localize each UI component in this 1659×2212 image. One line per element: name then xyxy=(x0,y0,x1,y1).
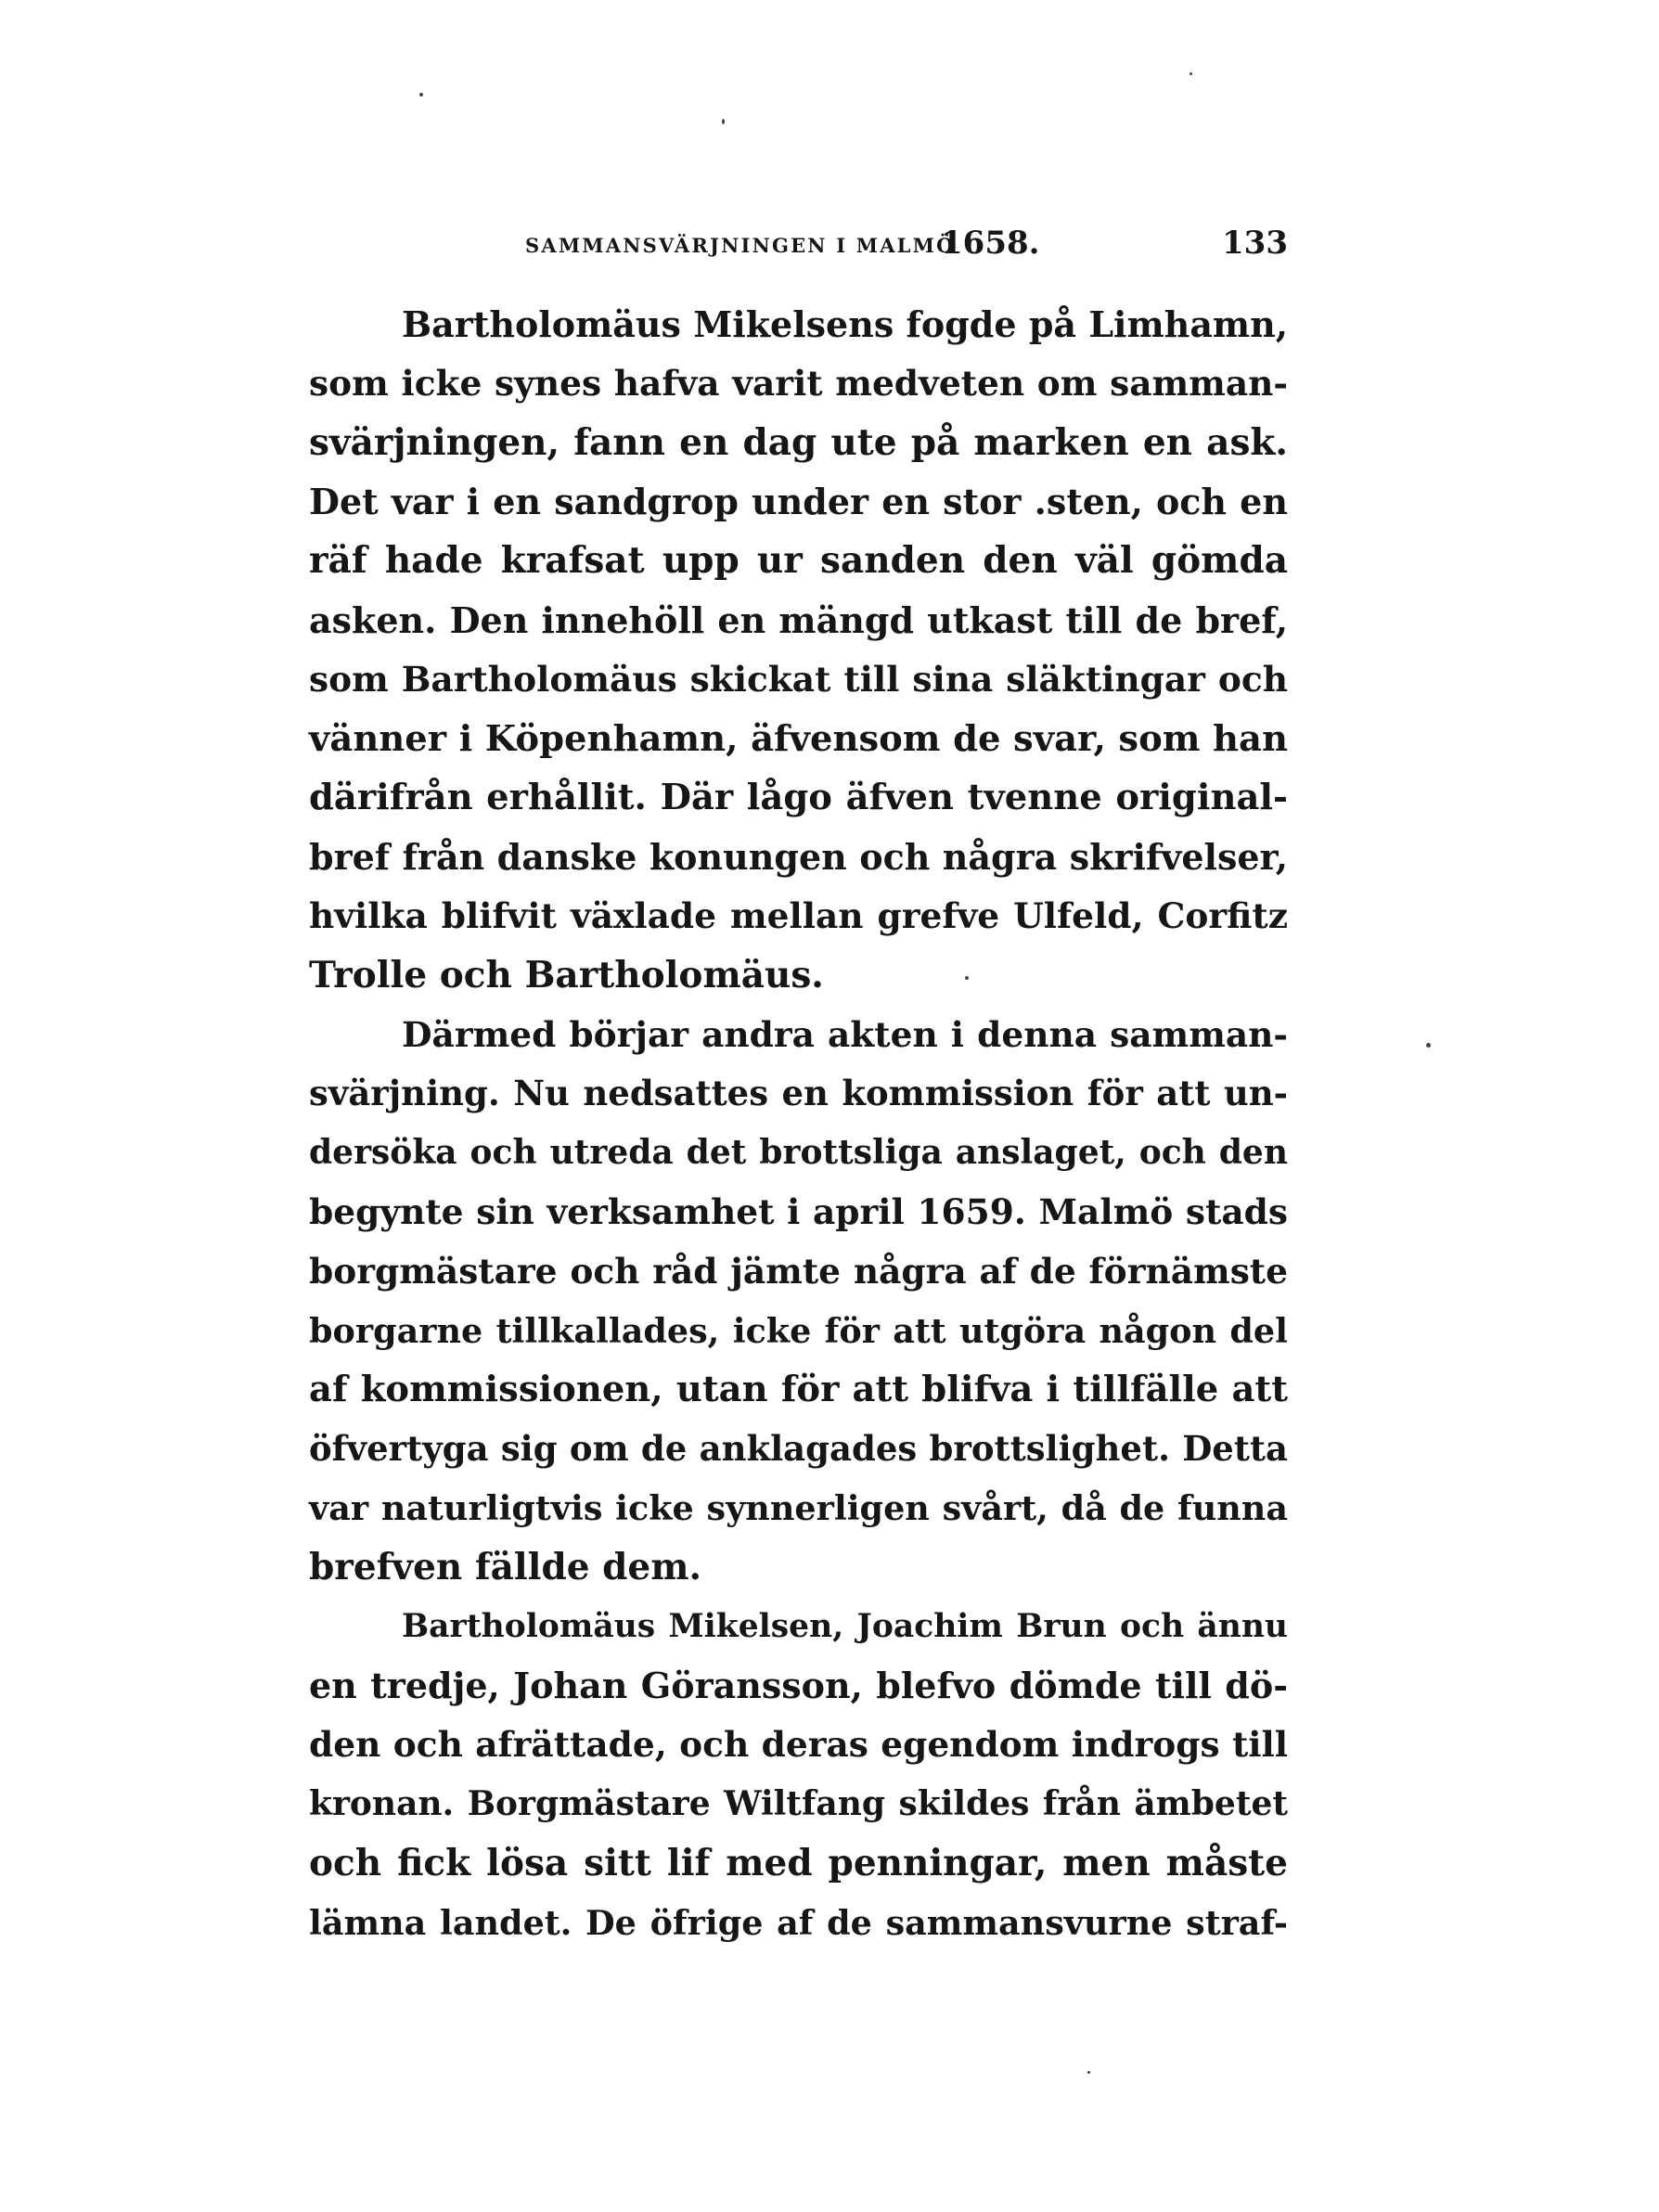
text-line: kronan. Borgmästare Wiltfang skildes från ämbetet xyxy=(309,1783,1288,1823)
print-speck xyxy=(722,119,725,124)
running-title: SAMMANSVÄRJNINGEN I MALMÖ xyxy=(525,234,956,257)
text-line: Därmed börjar andra akten i denna samman- xyxy=(402,1013,1288,1055)
print-speck xyxy=(1087,2071,1090,2074)
text-line: var naturligtvis icke synnerligen svårt, då de funna xyxy=(309,1487,1288,1528)
text-line: borgarne tillkallades, icke för att utgöra någon del xyxy=(309,1310,1288,1351)
print-speck xyxy=(1426,1043,1431,1048)
text-line: Det var i en sandgrop under en stor .sten, och en xyxy=(309,481,1288,523)
text-line: lämna landet. De öfrige af de sammansvurne straf- xyxy=(309,1902,1288,1943)
text-line: bref från danske konungen och några skrifvelser, xyxy=(309,836,1288,879)
text-line: Trolle och Bartholomäus. xyxy=(309,953,824,997)
text-line: begynte sin verksamhet i april 1659. Malmö stads xyxy=(309,1190,1288,1232)
text-line: dersöka och utreda det brottsliga anslaget, och den xyxy=(309,1133,1288,1173)
text-line: af kommissionen, utan för att blifva i tillfälle att xyxy=(309,1369,1288,1411)
print-speck xyxy=(419,93,423,96)
text-line: svärjningen, fann en dag ute på marken en ask. xyxy=(309,420,1288,464)
text-line: den och afrättade, och deras egendom indrogs till xyxy=(309,1724,1288,1766)
text-line: vänner i Köpenhamn, äfvensom de svar, som han xyxy=(309,717,1288,760)
page-number: 133 xyxy=(1222,225,1288,262)
text-line: borgmästare och råd jämte några af de förnämste xyxy=(309,1250,1288,1292)
text-line: därifrån erhållit. Där lågo äfven tvenne original- xyxy=(309,777,1288,819)
text-line: en tredje, Johan Göransson, blefvo dömde till dö- xyxy=(309,1665,1288,1707)
running-head xyxy=(525,225,1288,262)
text-line: asken. Den innehöll en mängd utkast till de bref, xyxy=(309,598,1288,641)
text-line: som Bartholomäus skickat till sina släktingar och xyxy=(309,658,1288,700)
text-line: räf hade krafsat upp ur sanden den väl gömda xyxy=(309,539,1288,583)
running-year: 1658. xyxy=(941,225,1040,262)
print-speck xyxy=(1190,72,1192,75)
text-line: brefven fällde dem. xyxy=(309,1545,702,1588)
text-line: öfvertyga sig om de anklagades brottslighet. Detta xyxy=(309,1428,1288,1470)
text-line: hvilka blifvit växlade mellan grefve Ulfeld, Corfitz xyxy=(309,894,1288,936)
text-line: svärjning. Nu nedsattes en kommission för att un- xyxy=(309,1073,1288,1114)
text-line: som icke synes hafva varit medveten om samman- xyxy=(309,362,1288,404)
text-line: och fick lösa sitt lif med penningar, men måste xyxy=(309,1841,1288,1884)
text-line: Bartholomäus Mikelsen, Joachim Brun och ännu xyxy=(402,1607,1288,1645)
body-text xyxy=(309,295,1288,1952)
text-line: Bartholomäus Mikelsens fogde på Limhamn, xyxy=(402,303,1288,345)
